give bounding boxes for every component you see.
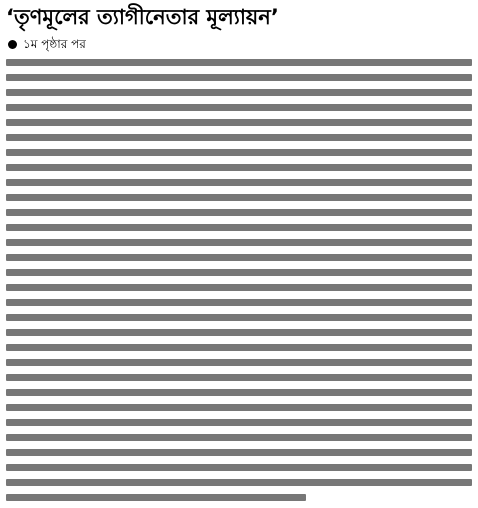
body-text-line	[6, 254, 472, 261]
body-text-line	[6, 374, 472, 381]
body-text-line	[6, 494, 306, 501]
article-body	[6, 55, 472, 505]
body-text-line	[6, 329, 472, 336]
body-text-line	[6, 74, 472, 81]
body-text-line	[6, 344, 472, 351]
body-text-line	[6, 404, 472, 411]
body-text-line	[6, 149, 472, 156]
body-text-line	[6, 389, 472, 396]
body-text-line	[6, 104, 472, 111]
body-text-line	[6, 299, 472, 306]
body-text-line	[6, 209, 472, 216]
body-text-line	[6, 359, 472, 366]
body-text-line	[6, 194, 472, 201]
body-text-line	[6, 314, 472, 321]
body-text-line	[6, 269, 472, 276]
body-text-line	[6, 419, 472, 426]
body-text-line	[6, 224, 472, 231]
body-text-line	[6, 179, 472, 186]
body-text-line	[6, 59, 472, 66]
body-text-line	[6, 434, 472, 441]
bullet-dot-icon	[8, 40, 17, 49]
continued-from-label: ১ম পৃষ্ঠার পর	[23, 37, 86, 51]
body-text-line	[6, 119, 472, 126]
body-text-line	[6, 89, 472, 96]
body-text-line	[6, 239, 472, 246]
body-text-line	[6, 464, 472, 471]
article-headline: ‘তৃণমূলের ত্যাগীনেতার মূল্যায়ন’	[6, 5, 279, 29]
body-text-line	[6, 134, 472, 141]
body-text-line	[6, 449, 472, 456]
continued-line	[8, 35, 86, 53]
body-text-line	[6, 284, 472, 291]
body-text-line	[6, 164, 472, 171]
body-text-line	[6, 479, 472, 486]
